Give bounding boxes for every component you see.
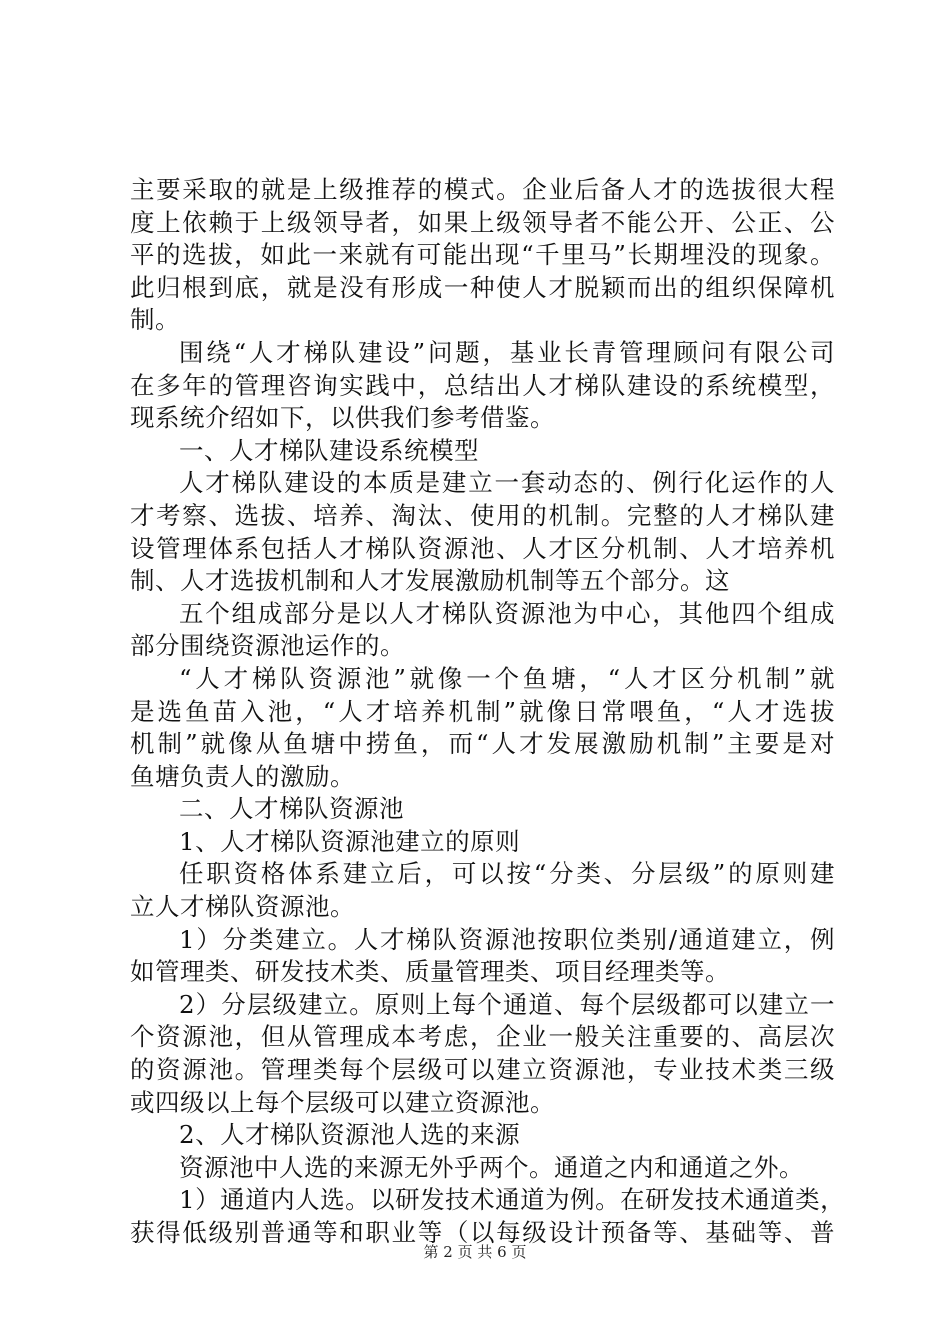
text-line: 平的选拔，如此一来就有可能出现“千里马”长期埋没的现象。 [130, 240, 835, 270]
text-line: 此归根到底，就是没有形成一种使人才脱颖而出的组织保障机 [130, 272, 835, 302]
text-line: 获得低级别普通等和职业等（以每级设计预备等、基础等、普 [130, 1218, 835, 1247]
text-line: 人才梯队建设的本质是建立一套动态的、例行化运作的人 [179, 468, 835, 498]
text-line: 的资源池。管理类每个层级可以建立资源池，专业技术类三级 [130, 1055, 835, 1085]
text-line: 是选鱼苗入池，“人才培养机制”就像日常喂鱼，“人才选拔 [130, 696, 835, 726]
text-line: 2）分层级建立。原则上每个通道、每个层级都可以建立一 [179, 989, 835, 1019]
text-line: 鱼塘负责人的激励。 [130, 761, 355, 791]
text-line: 制、人才选拔机制和人才发展激励机制等五个部分。这 [130, 566, 730, 596]
text-line: 如管理类、研发技术类、质量管理类、项目经理类等。 [130, 957, 730, 987]
text-line: 任职资格体系建立后，可以按“分类、分层级”的原则建 [179, 859, 835, 889]
body-text [130, 174, 846, 1250]
page-footer: 第 2 页 共 6 页 [423, 1243, 527, 1261]
text-line: 主要采取的就是上级推荐的模式。企业后备人才的选拔很大程 [130, 175, 835, 204]
text-line: 立人才梯队资源池。 [130, 892, 355, 922]
text-line: 度上依赖于上级领导者，如果上级领导者不能公开、公正、公 [130, 207, 835, 237]
text-line: 个资源池，但从管理成本考虑，企业一般关注重要的、高层次 [130, 1022, 835, 1052]
text-line: 制。 [130, 305, 180, 335]
text-line: 1、人才梯队资源池建立的原则 [179, 826, 521, 856]
text-line: 五个组成部分是以人才梯队资源池为中心，其他四个组成 [179, 598, 835, 628]
text-line: 资源池中人选的来源无外乎两个。通道之内和通道之外。 [179, 1152, 804, 1182]
text-line: 2、人才梯队资源池人选的来源 [179, 1120, 521, 1150]
text-line: 1）分类建立。人才梯队资源池按职位类别/通道建立，例 [179, 924, 835, 954]
text-line: 机制”就像从鱼塘中捞鱼，而“人才发展激励机制”主要是对 [130, 729, 835, 759]
text-line: “人才梯队资源池”就像一个鱼塘，“人才区分机制”就 [179, 663, 835, 693]
text-line: 一、人才梯队建设系统模型 [179, 435, 479, 465]
text-line: 部分围绕资源池运作的。 [130, 631, 405, 661]
text-line: 现系统介绍如下，以供我们参考借鉴。 [130, 403, 555, 433]
text-line: 设管理体系包括人才梯队资源池、人才区分机制、人才培养机 [130, 533, 835, 563]
text-line: 或四级以上每个层级可以建立资源池。 [130, 1087, 555, 1117]
text-line: 1）通道内人选。以研发技术通道为例。在研发技术通道类， [179, 1185, 846, 1215]
text-line: 围绕“人才梯队建设”问题，基业长青管理顾问有限公司 [179, 337, 835, 367]
text-line: 二、人才梯队资源池 [179, 794, 404, 824]
text-line: 才考察、选拔、培养、淘汰、使用的机制。完整的人才梯队建 [130, 500, 835, 530]
text-line: 在多年的管理咨询实践中，总结出人才梯队建设的系统模型， [130, 370, 835, 400]
